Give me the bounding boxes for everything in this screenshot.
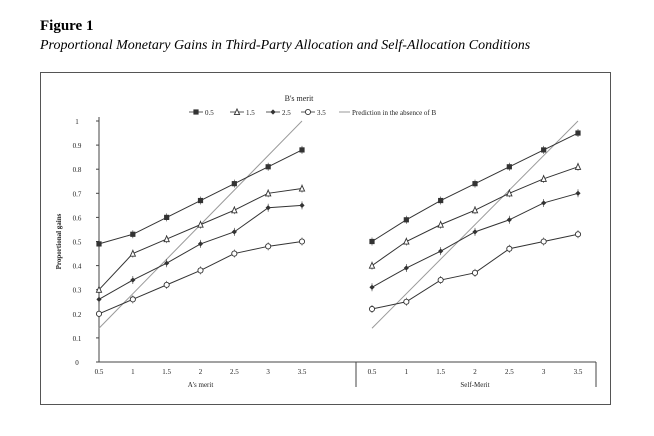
marker-filled-diamond xyxy=(299,203,304,208)
marker-filled-diamond xyxy=(541,200,546,205)
x-tick-label: 0.5 xyxy=(94,368,104,376)
y-tick-label: 1 xyxy=(75,118,79,126)
figure-caption: Proportional Monetary Gains in Third-Party Allocation and Self-Allocation Conditions xyxy=(40,38,531,53)
marker-open-circle xyxy=(198,268,203,273)
y-tick-label: 0.4 xyxy=(72,262,82,271)
x-tick-label: 3.5 xyxy=(573,368,583,376)
marker-filled-diamond xyxy=(575,191,580,196)
legend xyxy=(189,94,437,117)
marker-filled-square xyxy=(299,147,304,152)
marker-open-triangle xyxy=(299,185,304,191)
marker-filled-diamond xyxy=(438,249,443,254)
legend-entry: 3.5 xyxy=(317,109,326,117)
marker-filled-square xyxy=(232,181,237,186)
y-tick-label: 0.5 xyxy=(72,238,82,247)
line-chart xyxy=(41,73,610,404)
marker-filled-diamond xyxy=(130,277,135,282)
marker-open-circle xyxy=(164,282,169,287)
marker-open-circle xyxy=(305,109,310,114)
marker-filled-square xyxy=(438,198,443,203)
y-tick-label: 0.1 xyxy=(72,334,82,343)
y-axis-label: Proportional gains xyxy=(55,213,63,270)
marker-filled-diamond xyxy=(96,297,101,302)
x-tick-label: 1 xyxy=(131,368,135,376)
legend-title: B's merit xyxy=(284,94,314,103)
marker-filled-square xyxy=(541,147,546,152)
marker-open-circle xyxy=(266,244,271,249)
marker-filled-square xyxy=(130,232,135,237)
marker-open-triangle xyxy=(472,207,477,213)
chart-frame xyxy=(40,72,611,405)
marker-open-triangle xyxy=(404,238,409,244)
y-tick-label: 0.9 xyxy=(72,142,82,151)
marker-filled-diamond xyxy=(507,217,512,222)
y-tick-label: 0.8 xyxy=(72,166,82,175)
legend-entry: 0.5 xyxy=(205,109,214,117)
marker-open-circle xyxy=(404,299,409,304)
legend-entry: Prediction in the absence of B xyxy=(352,109,437,117)
marker-filled-diamond xyxy=(270,109,275,114)
marker-open-circle xyxy=(541,239,546,244)
y-tick-label: 0.7 xyxy=(72,190,82,199)
series-line xyxy=(99,242,302,314)
marker-filled-diamond xyxy=(472,229,477,234)
marker-filled-diamond xyxy=(404,265,409,270)
prediction-lines xyxy=(99,121,578,328)
x-tick-label: 1 xyxy=(404,368,409,376)
marker-open-triangle xyxy=(232,207,237,213)
x-tick-label: 3.5 xyxy=(297,368,307,376)
x-tick-label: 0.5 xyxy=(367,368,377,376)
x-axis-label: A's merit xyxy=(187,381,214,389)
marker-filled-square xyxy=(96,241,101,246)
marker-open-circle xyxy=(575,232,580,237)
legend-marker xyxy=(305,109,310,114)
marker-open-circle xyxy=(369,306,374,311)
x-axis-label: Self-Merit xyxy=(460,381,490,389)
x-tick-label: 2.5 xyxy=(504,368,514,376)
x-tick-label: 3 xyxy=(541,368,546,376)
marker-open-triangle xyxy=(575,164,580,170)
y-tick-label: 0 xyxy=(75,359,79,367)
axes xyxy=(55,117,596,389)
marker-filled-square xyxy=(266,164,271,169)
marker-open-circle xyxy=(232,251,237,256)
x-tick-label: 2 xyxy=(198,368,203,376)
data-series xyxy=(96,129,580,318)
marker-filled-square xyxy=(369,239,374,244)
marker-filled-diamond xyxy=(369,285,374,290)
marker-filled-square xyxy=(198,198,203,203)
marker-filled-square xyxy=(164,215,169,220)
y-tick-label: 0.6 xyxy=(72,214,82,223)
x-tick-label: 2 xyxy=(473,368,477,376)
marker-open-circle xyxy=(438,277,443,282)
x-tick-label: 2.5 xyxy=(229,368,239,376)
marker-open-circle xyxy=(299,239,304,244)
marker-open-circle xyxy=(96,311,101,316)
x-tick-label: 1.5 xyxy=(162,368,172,376)
marker-open-circle xyxy=(507,246,512,251)
figure-label: Figure 1 xyxy=(40,18,94,34)
y-tick-label: 0.3 xyxy=(72,286,82,295)
marker-filled-square xyxy=(193,109,198,114)
x-tick-label: 3 xyxy=(266,368,270,376)
legend-marker xyxy=(193,109,198,114)
marker-open-circle xyxy=(130,297,135,302)
legend-entry: 1.5 xyxy=(246,109,255,117)
legend-marker xyxy=(270,109,275,114)
x-tick-label: 1.5 xyxy=(436,368,446,376)
marker-filled-square xyxy=(575,130,580,135)
prediction-line xyxy=(372,121,578,328)
marker-filled-square xyxy=(507,164,512,169)
series-line xyxy=(99,205,302,299)
marker-filled-diamond xyxy=(198,241,203,246)
marker-filled-square xyxy=(404,217,409,222)
marker-open-circle xyxy=(472,270,477,275)
marker-filled-square xyxy=(472,181,477,186)
legend-entry: 2.5 xyxy=(282,109,291,117)
y-tick-label: 0.2 xyxy=(72,310,82,319)
marker-open-triangle xyxy=(369,263,374,269)
